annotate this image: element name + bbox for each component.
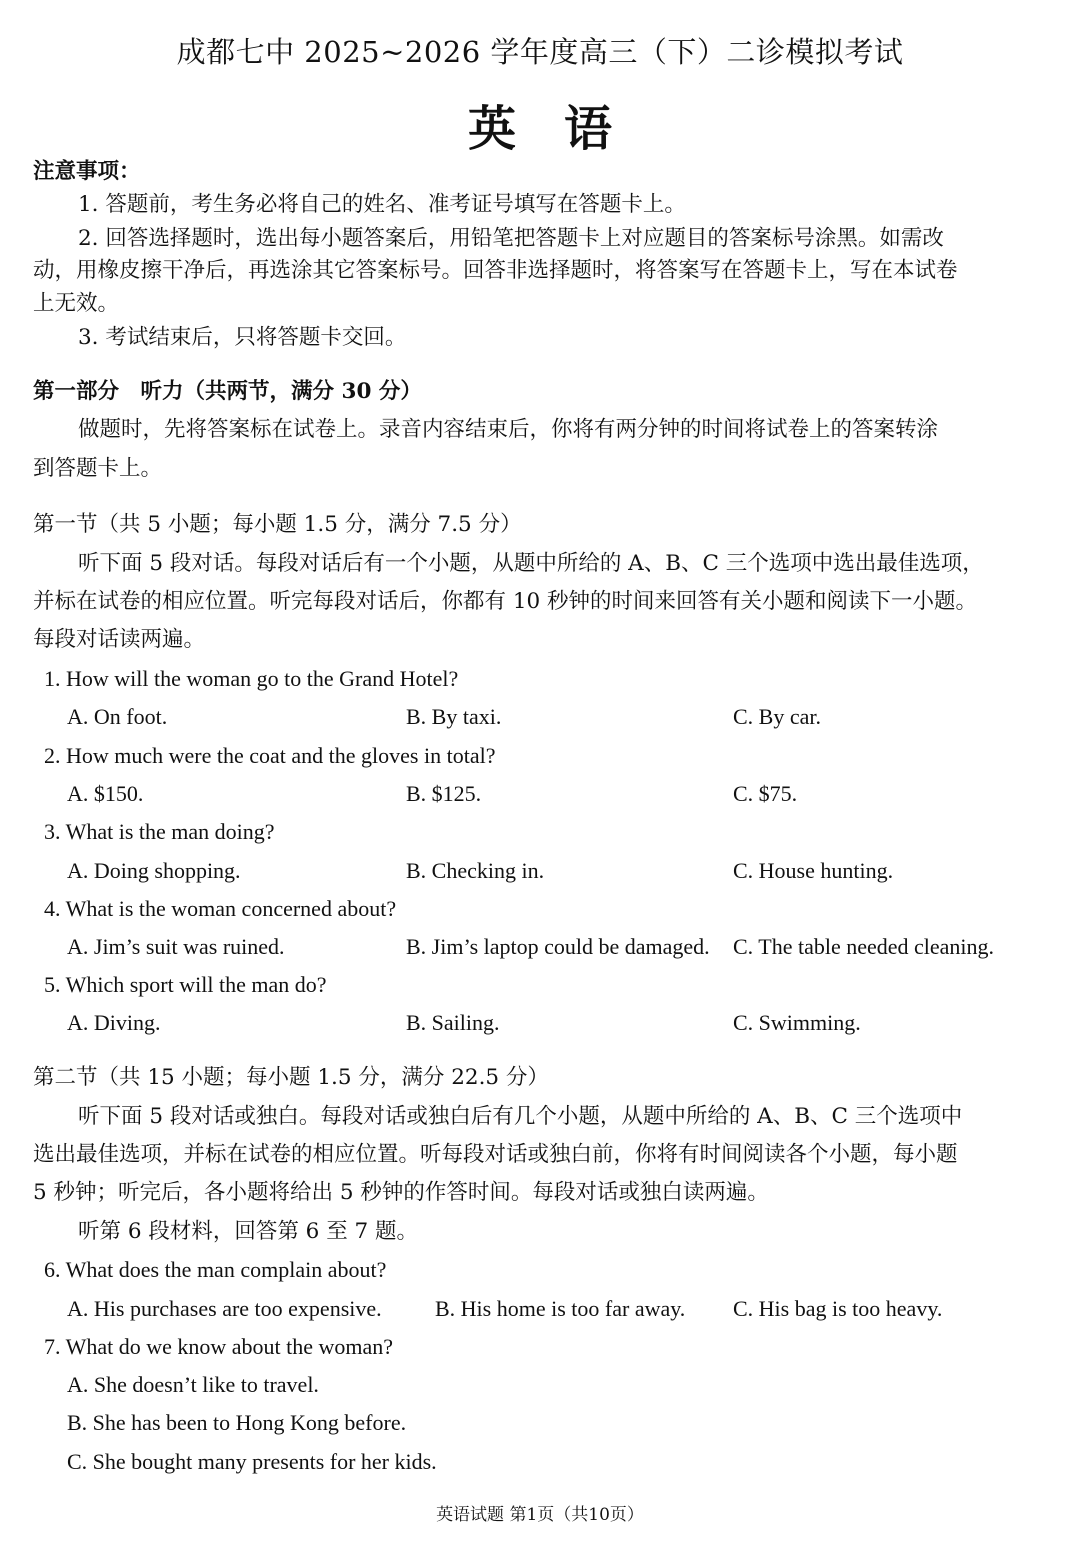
q1-option-a: A. On foot. [67,704,168,729]
subject-title: 英语 [467,101,660,157]
section1-heading: 第一节（共 5 小题；每小题 1.5 分，满分 7.5 分） [33,512,522,537]
notice-heading: 注意事项： [33,159,141,184]
q3-option-c: C. House hunting. [733,858,894,883]
q4-option-b: B. Jim’s laptop could be damaged. [406,934,710,959]
notice-item-1: 1. 答题前，考生务必将自己的姓名、准考证号填写在答题卡上。 [78,192,686,217]
q5-option-c: C. Swimming. [733,1010,861,1035]
q1-option-b: B. By taxi. [406,704,502,729]
question-3: 3. What is the man doing? [44,819,275,844]
q6-option-c: C. His bag is too heavy. [733,1296,943,1321]
notice-item-2-line-2: 动，用橡皮擦干净后，再选涂其它答案标号。回答非选择题时，将答案写在答题卡上，写在本试卷 [33,258,958,283]
question-2: 2. How much were the coat and the gloves in total? [44,743,496,768]
part1-intro-line-1: 做题时，先将答案标在试卷上。录音内容结束后，你将有两分钟的时间将试卷上的答案转涂 [78,417,939,442]
section2-intro-line-2: 选出最佳选项，并标在试卷的相应位置。听每段对话或独白前，你将有时间阅读各个小题，每小题 [33,1142,958,1167]
q4-option-a: A. Jim’s suit was ruined. [67,934,285,959]
q2-option-c: C. $75. [733,781,798,806]
q3-option-a: A. Doing shopping. [67,858,241,883]
question-7: 7. What do we know about the woman? [44,1334,394,1359]
q6-option-a: A. His purchases are too expensive. [67,1296,382,1321]
notice-item-3: 3. 考试结束后，只将答题卡交回。 [78,325,407,350]
section2-intro-line-1: 听下面 5 段对话或独白。每段对话或独白后有几个小题，从题中所给的 A、B、C 三个选项中 [78,1104,963,1129]
q5-option-b: B. Sailing. [406,1010,500,1035]
part1-intro-line-2: 到答题卡上。 [33,456,163,481]
q7-option-a: A. She doesn’t like to travel. [67,1372,319,1397]
section2-heading: 第二节（共 15 小题；每小题 1.5 分，满分 22.5 分） [33,1065,549,1090]
material-6-instruction: 听第 6 段材料，回答第 6 至 7 题。 [78,1219,419,1244]
notice-item-2-line-3: 上无效。 [33,291,120,316]
section1-intro-line-3: 每段对话读两遍。 [33,627,206,652]
q4-option-c: C. The table needed cleaning. [733,934,995,959]
q3-option-b: B. Checking in. [406,858,545,883]
question-4: 4. What is the woman concerned about? [44,896,397,921]
question-1: 1. How will the woman go to the Grand Hotel? [44,666,459,691]
q5-option-a: A. Diving. [67,1010,161,1035]
question-5: 5. Which sport will the man do? [44,972,327,997]
section1-intro-line-1: 听下面 5 段对话。每段对话后有一个小题，从题中所给的 A、B、C 三个选项中选出最佳选项， [78,551,984,576]
q2-option-a: A. $150. [67,781,144,806]
section1-intro-line-2: 并标在试卷的相应位置。听完每段对话后，你都有 10 秒钟的时间来回答有关小题和阅读下一小题。 [33,589,978,614]
exam-title: 成都七中 2025~2026 学年度高三（下）二诊模拟考试 [176,35,904,69]
q6-option-b: B. His home is too far away. [435,1296,686,1321]
section2-intro-line-3: 5 秒钟；听完后，各小题将给出 5 秒钟的作答时间。每段对话或独白读两遍。 [33,1180,769,1205]
q1-option-c: C. By car. [733,704,821,729]
question-6: 6. What does the man complain about? [44,1257,387,1282]
page-footer: 英语试题 第1页（共10页） [436,1505,644,1525]
q7-option-c: C. She bought many presents for her kids. [67,1449,437,1474]
notice-item-2-line-1: 2. 回答选择题时，选出每小题答案后，用铅笔把答题卡上对应题目的答案标号涂黑。如需改 [78,226,944,251]
q2-option-b: B. $125. [406,781,482,806]
part1-heading: 第一部分 听力（共两节，满分 30 分） [33,379,422,404]
q7-option-b: B. She has been to Hong Kong before. [67,1410,407,1435]
